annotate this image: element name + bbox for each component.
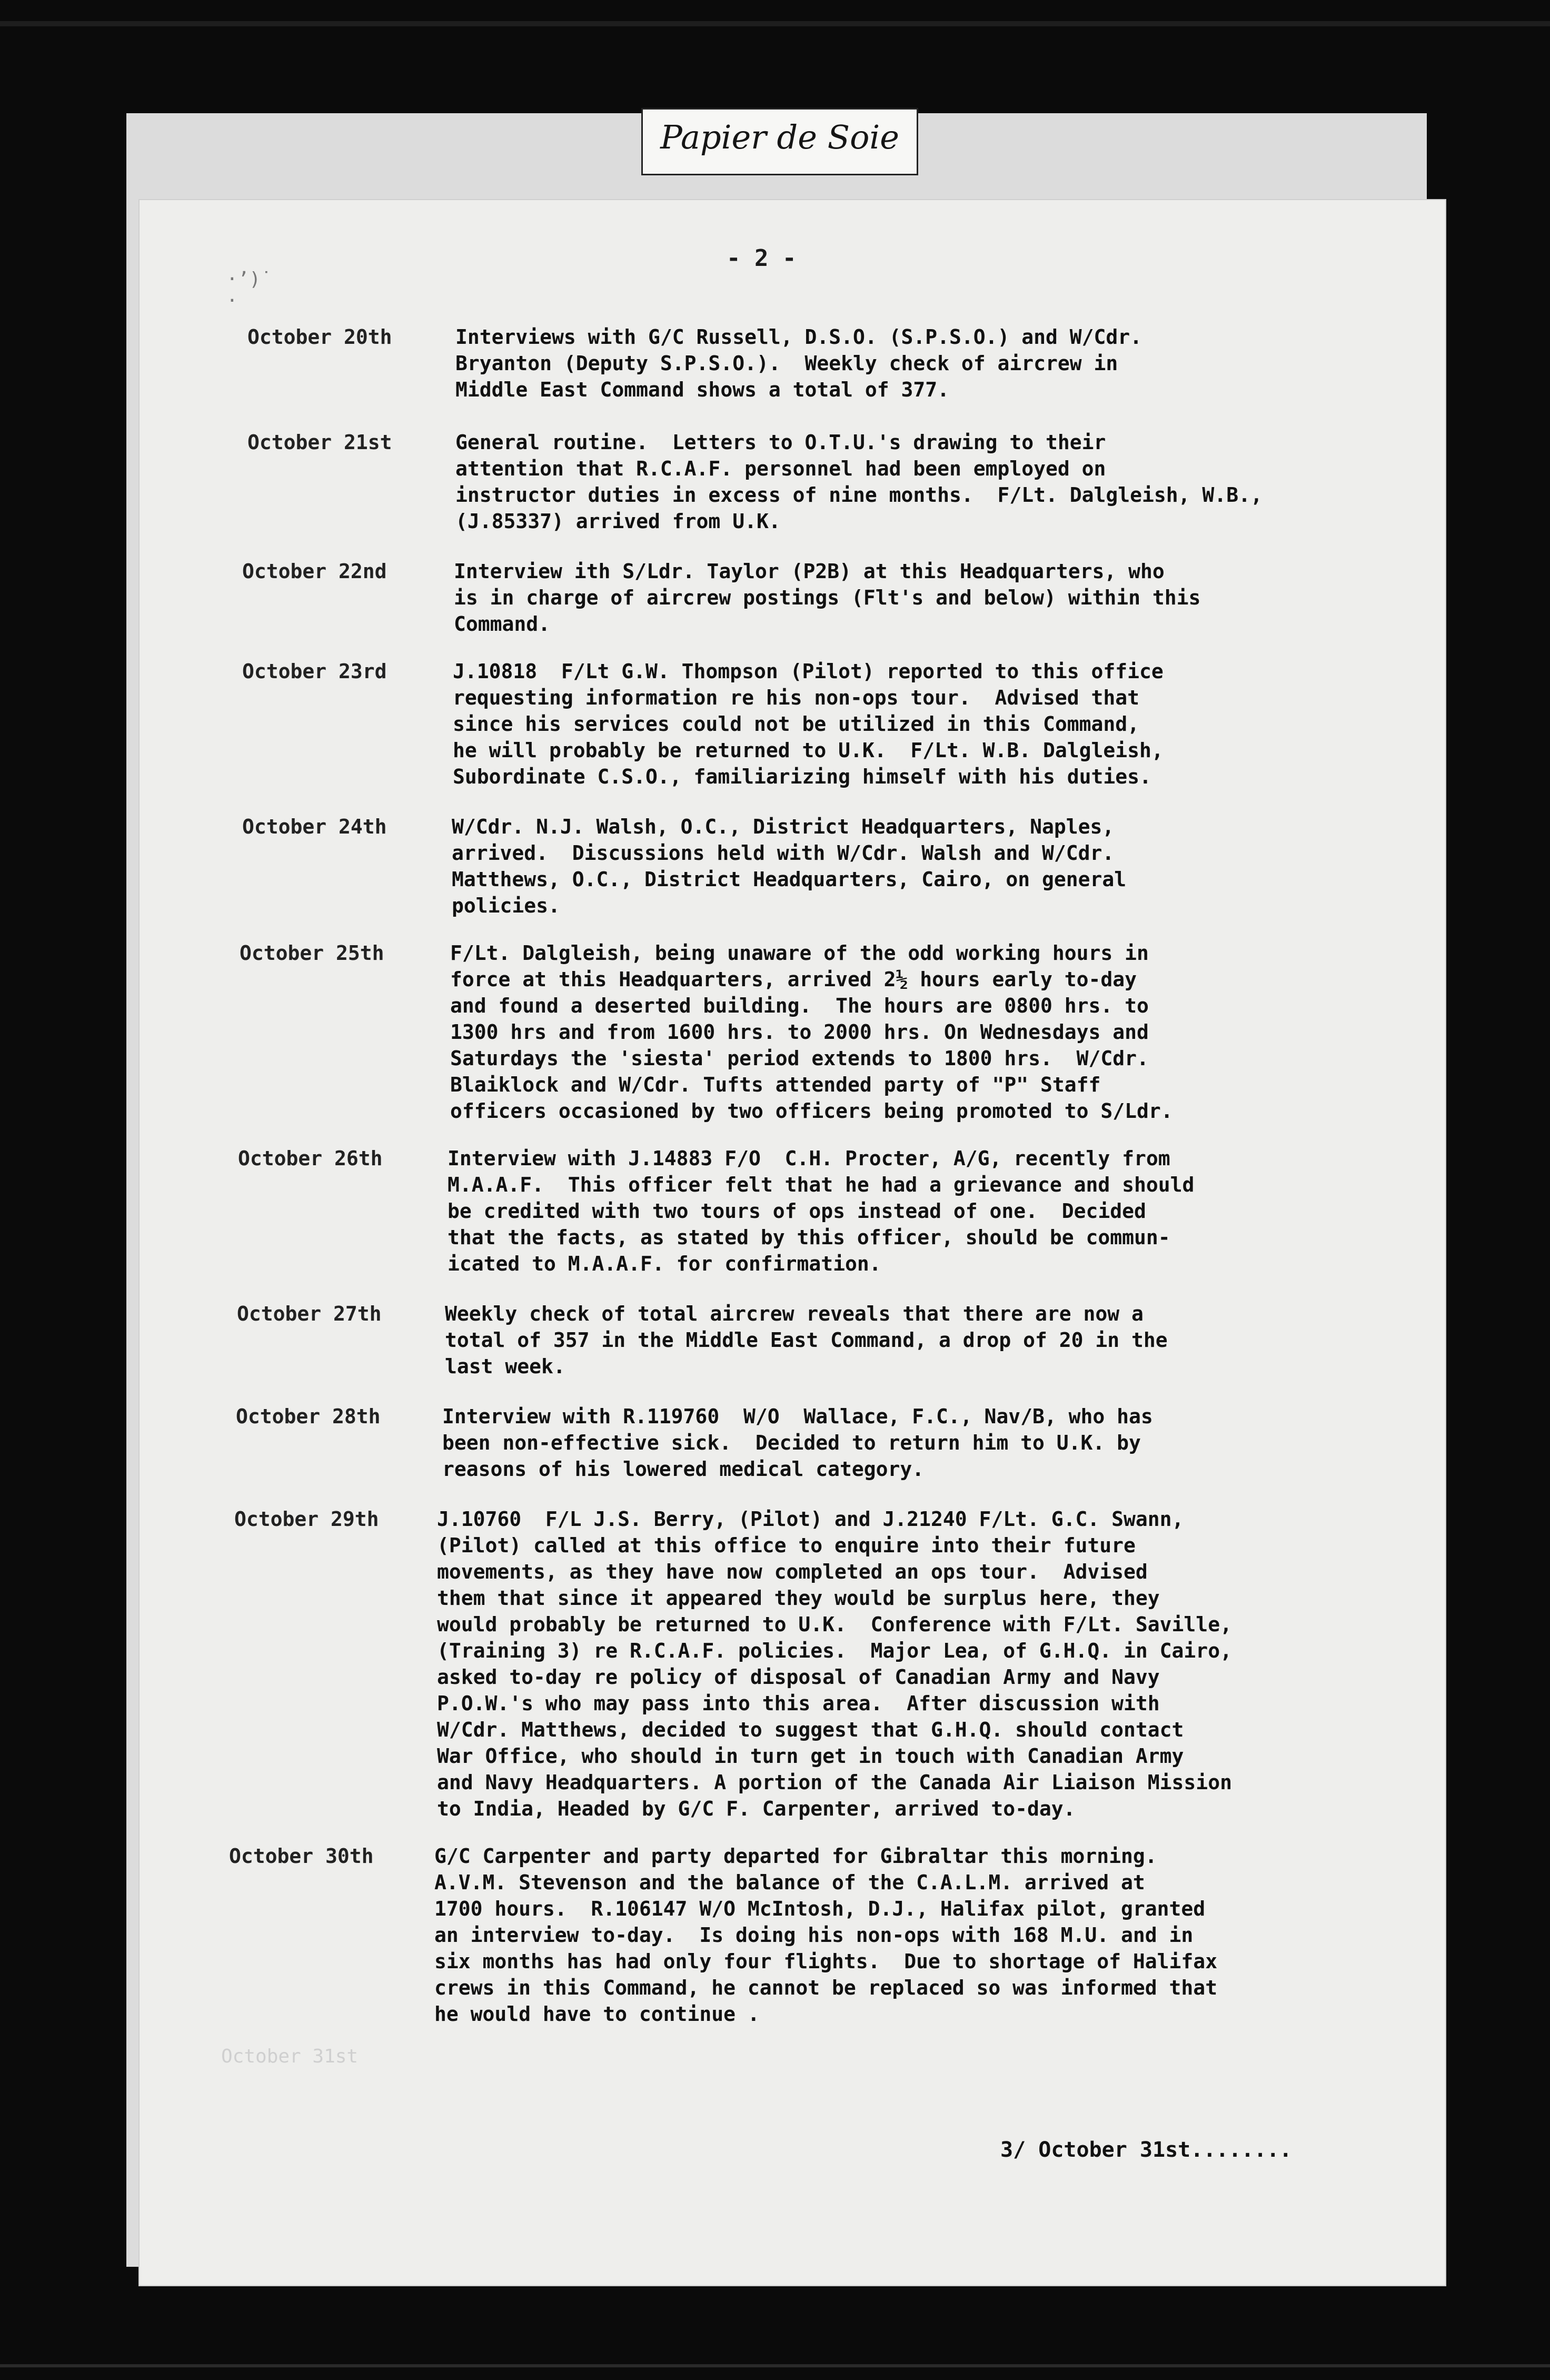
entry-text: Interviews with G/C Russell, D.S.O. (S.P.S.O.) and W/Cdr. Bryanton (Deputy S.P.S.O.). Weekly check of aircrew in Middle East Command shows a total of 377.	[455, 325, 1142, 401]
entry-text: J.10818 F/Lt G.W. Thompson (Pilot) reported to this office requesting information re his non-ops tour. Advised that since his services could not be utilized in this Command, he will probably be returned to U.K. F/Lt. W.B. Dalgleish, Subordinate C.S.O., familiarizing himself with his duties.	[453, 660, 1164, 788]
entry-date: October 20th	[247, 325, 392, 349]
film-edge-top	[0, 21, 1550, 26]
entry-date: October 24th	[242, 815, 387, 838]
entry-text: Interview ith S/Ldr. Taylor (P2B) at this Headquarters, who is in charge of aircrew postings (Flt's and below) within this Command.	[454, 560, 1201, 636]
entry-date: October 29th	[234, 1508, 379, 1531]
entry-text: G/C Carpenter and party departed for Gibraltar this morning. A.V.M. Stevenson and the balance of the C.A.L.M. arrived at 1700 hours. R.106147 W/O McIntosh, D.J., Halifax pilot, granted an interview to-day. Is doing his non-ops with 168 M.U. and in six months has had only four flights. Due to shortage of Halifax crews in this Command, he cannot be replaced so was informed that he would have to continue .	[434, 1845, 1218, 2026]
entry-date: October 21st	[247, 431, 392, 454]
continuation-footer: 3/ October 31st........	[1000, 2138, 1292, 2162]
entry-date: October 27th	[237, 1302, 382, 1325]
entry-text: General routine. Letters to O.T.U.'s drawing to their attention that R.C.A.F. personnel had been employed on instructor duties in excess of nine months. F/Lt. Dalgleish, W.B., (J.85337) arrived from U.K.	[455, 431, 1263, 533]
entry-date: October 23rd	[242, 660, 387, 683]
page-number: - 2 -	[727, 245, 797, 272]
entry-text: F/Lt. Dalgleish, being unaware of the odd working hours in force at this Headquarters, arrived 2½ hours early to-day and found a deserted building. The hours are 0800 hrs. to 1300 hrs and from 1600 hrs. to 2000 hrs. On Wednesdays and Saturdays the 'siesta' period extends to 1800 hrs. W/Cdr. Blaiklock and W/Cdr. Tufts attended party of "P" Staff officers occasioned by two officers being promoted to S/Ldr.	[450, 941, 1173, 1123]
entry-text: W/Cdr. N.J. Walsh, O.C., District Headquarters, Naples, arrived. Discussions held with W/Cdr. Walsh and W/Cdr. Matthews, O.C., District Headquarters, Cairo, on general policies.	[452, 815, 1127, 917]
entry-date: October 28th	[236, 1405, 381, 1428]
entry-date: October 22nd	[242, 560, 387, 583]
film-edge-bottom	[0, 2364, 1550, 2367]
entry-text: Interview with R.119760 W/O Wallace, F.C., Nav/B, who has been non-effective sick. Decided to return him to U.K. by reasons of his lowered medical category.	[442, 1405, 1153, 1481]
entry-date: October 30th	[229, 1845, 374, 1868]
ink-smudge: ·ʼ)˙ ·	[226, 269, 272, 312]
entry-date: October 26th	[238, 1147, 383, 1170]
entry-text: J.10760 F/L J.S. Berry, (Pilot) and J.21240 F/Lt. G.C. Swann, (Pilot) called at this office to enquire into their future movements, as they have now completed an ops tour. Advised them that since it appeared they would be surplus here, they would probably be returned to U.K. Conference with F/Lt. Saville, (Training 3) re R.C.A.F. policies. Major Lea, of G.H.Q. in Cairo, asked to-day re policy of disposal of Canadian Army and Navy P.O.W.'s who may pass into this area. After discussion with W/Cdr. Matthews, decided to suggest that G.H.Q. should contact War Office, who should in turn get in touch with Canadian Army and Navy Headquarters. A portion of the Canada Air Liaison Mission to India, Headed by G/C F. Carpenter, arrived to-day.	[437, 1508, 1232, 1820]
entry-date: October 25th	[240, 941, 384, 965]
entry-text: Interview with J.14883 F/O C.H. Procter, A/G, recently from M.A.A.F. This officer felt that he had a grievance and should be credited with two tours of ops instead of one. Decided that the facts, as stated by this officer, should be commun- icated to M.A.A.F. for confirmation.	[448, 1147, 1195, 1275]
label-handwriting: Papier de Soie	[660, 118, 899, 156]
papier-de-soie-label	[641, 108, 918, 175]
faded-bleed-through-text: October 31st	[221, 2046, 359, 2067]
entry-text: Weekly check of total aircrew reveals that there are now a total of 357 in the Middle East Command, a drop of 20 in the last week.	[445, 1302, 1168, 1378]
